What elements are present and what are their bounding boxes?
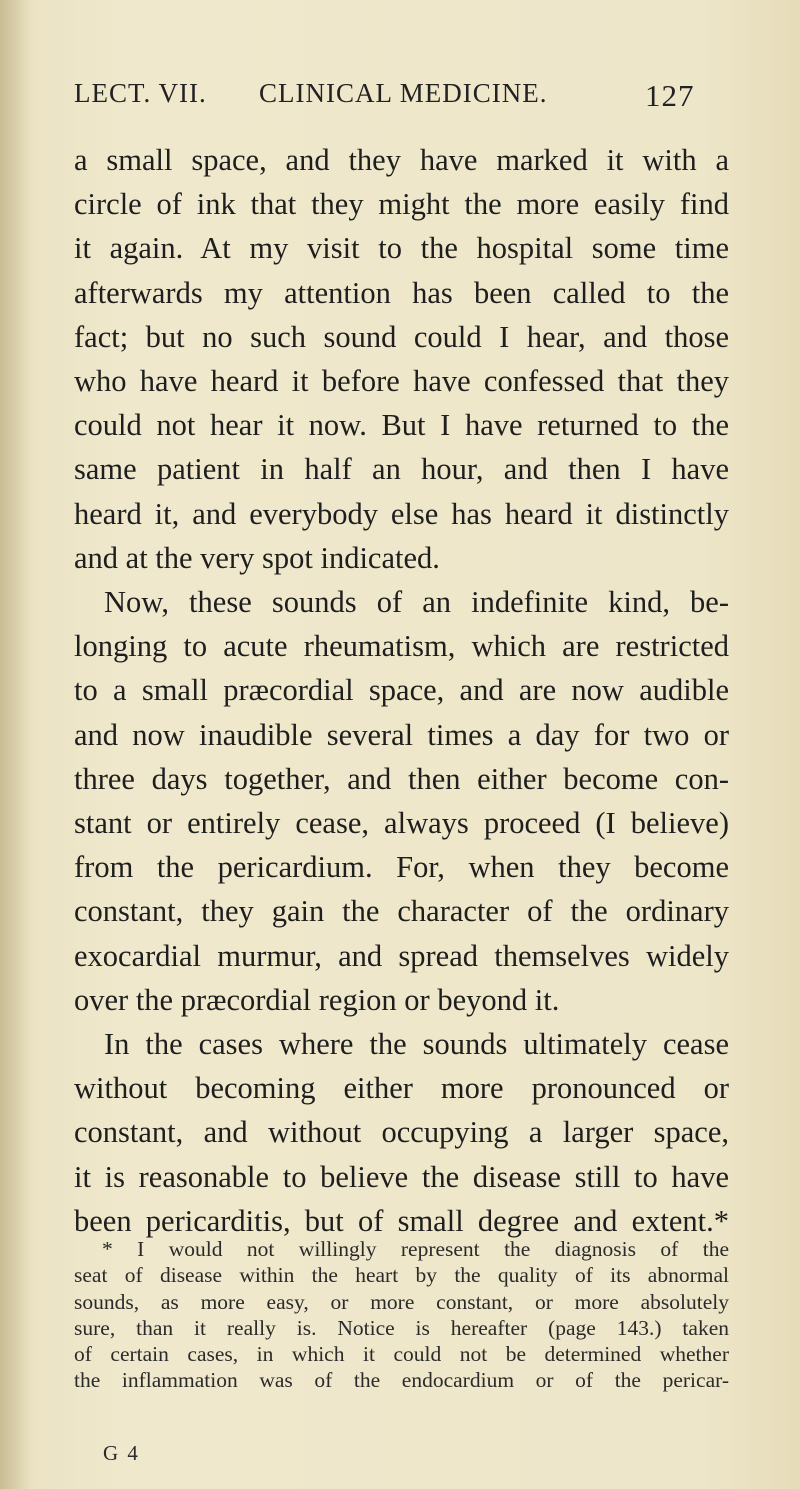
body-line: and at the very spot indicated. [74,540,440,575]
running-head-lecture: LECT. VII. [74,78,207,108]
body-line: same patient in half an hour, and then I have [74,452,729,487]
body-line: constant, they gain the character of the ordinary [74,894,729,929]
footnote-line: of certain cases, in which it could not be determined whether [74,1342,729,1367]
footnote-line: * I would not willingly represent the diagnosis of the [102,1237,729,1261]
body-line: longing to acute rheumatism, which are restricted [74,629,729,664]
body-line: to a small præcordial space, and are now audible [74,673,729,708]
body-line-paragraph-start: Now, these sounds of an indefinite kind, be- [104,585,729,620]
footnote-line: seat of disease within the heart by the quality of its abnormal [74,1263,729,1288]
footnote-line: the inflammation was of the endocardium or of the pericar- [74,1368,729,1393]
body-line: a small space, and they have marked it with a [74,143,729,177]
body-line: three days together, and then either become con- [74,761,729,796]
body-line: from the pericardium. For, when they become [74,850,729,885]
body-line: it again. At my visit to the hospital some time [74,231,729,266]
signature-mark: G 4 [103,1441,140,1465]
body-line: circle of ink that they might the more easily find [74,187,729,222]
body-line: over the præcordial region or beyond it. [74,982,560,1017]
body-line: without becoming either more pronounced or [74,1071,729,1106]
footnote-line: sounds, as more easy, or more constant, or more absolutely [74,1289,729,1314]
body-line: stant or entirely cease, always proceed (I believe) [74,806,729,841]
body-line: been pericarditis, but of small degree and extent.* [74,1203,729,1238]
body-line: heard it, and everybody else has heard it distinctly [74,496,729,531]
body-line: fact; but no such sound could I hear, and those [74,319,729,354]
running-head-title: CLINICAL MEDICINE. [259,78,548,108]
footnote-line: sure, than it really is. Notice is hereafter (page 143.) taken [74,1315,729,1340]
running-head [74,78,724,118]
page-number: 127 [645,78,695,113]
body-line: could not hear it now. But I have returned to the [74,408,729,443]
body-line: who have heard it before have confessed that they [74,364,729,399]
body-line: exocardial murmur, and spread themselves widely [74,938,729,973]
body-text [74,138,729,1243]
footnote [74,1236,729,1394]
body-line: and now inaudible several times a day for two or [74,717,729,752]
body-line: constant, and without occupying a larger space, [74,1115,729,1150]
body-line: afterwards my attention has been called to the [74,275,729,310]
spine-shadow [0,0,30,1489]
body-line: it is reasonable to believe the disease still to have [74,1159,729,1194]
body-line-paragraph-start: In the cases where the sounds ultimately cease [104,1027,729,1062]
